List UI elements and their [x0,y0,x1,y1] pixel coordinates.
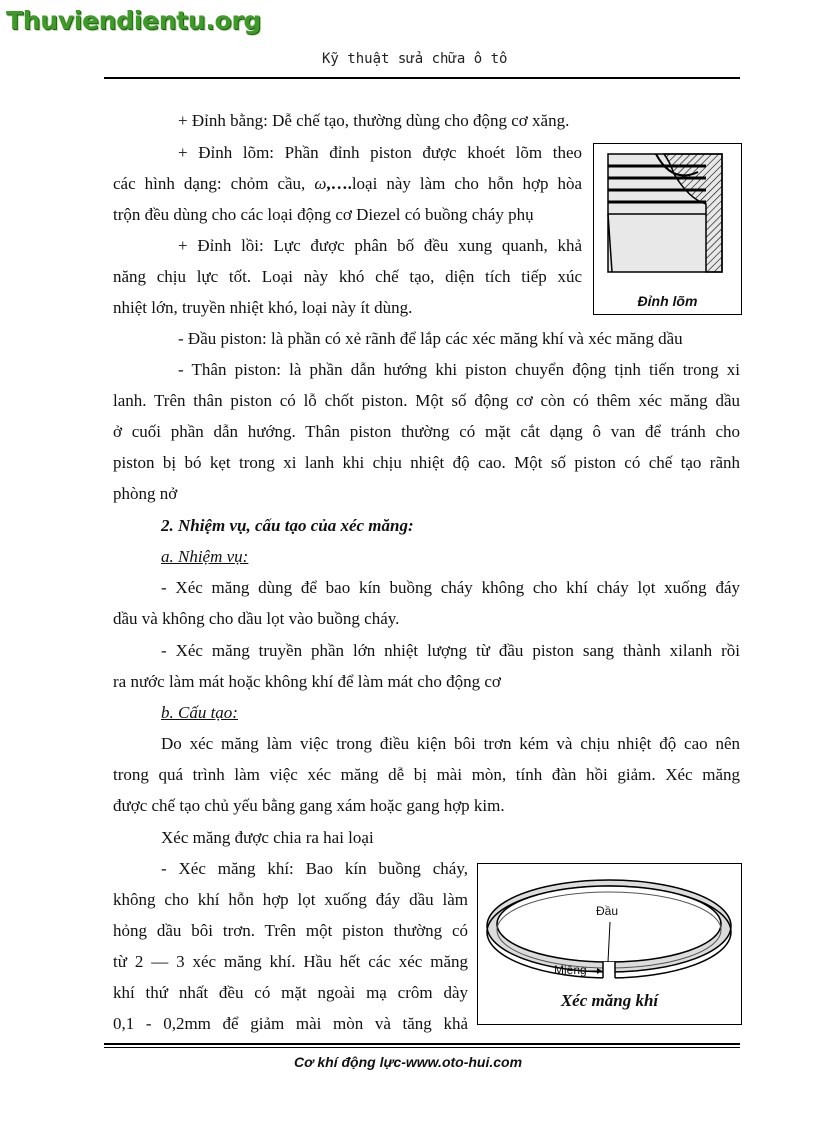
paragraph-line: trộn đều dùng cho các loại động cơ Diezel có buồng cháy phụ [113,205,534,224]
figure-caption: Xéc măng khí [560,991,659,1010]
ring-illustration [478,864,741,989]
page-footer: Cơ khí động lực-www.oto-hui.com [293,1054,523,1070]
subsection-heading: a. Nhiệm vụ: [161,547,249,566]
paragraph-line: hỏng dầu bôi trơn. Trên một piston thường có [113,921,468,940]
paragraph-line: năng chịu lực tốt. Loại này khó chế tạo, diện tích tiếp xúc [113,267,582,286]
paragraph-line: phòng nở [113,484,178,503]
paragraph-line: 0,1 - 0,2mm để giảm mài mòn và tăng khả [113,1014,468,1033]
paragraph-line: không cho khí hỗn hợp lọt xuống đáy dầu làm [113,890,468,909]
site-logo: Thuviendientu.org [6,6,262,35]
paragraph-line: Do xéc măng làm việc trong điều kiện bôi trơn kém và chịu nhiệt độ cao nên [161,734,740,753]
subsection-heading: b. Cấu tạo: [161,703,238,722]
header-rule [104,77,740,79]
paragraph-line: ra nước làm mát hoặc không khí để làm mát cho động cơ [113,672,501,691]
paragraph-line: nhiệt lớn, truyền nhiệt khó, loại này ít dùng. [113,298,413,317]
footer-rule [104,1043,740,1045]
ring-label-end: Đầu [596,904,619,918]
text-run: ,…. [326,174,352,193]
piston-illustration [594,144,741,294]
omega-symbol: ω [314,174,327,193]
paragraph-line: - Xéc măng truyền phần lớn nhiệt lượng từ đầu piston sang thành xilanh rồi [161,641,740,660]
paragraph-line: Xéc măng được chia ra hai loại [161,828,374,847]
paragraph-line: được chế tạo chủ yếu bằng gang xám hoặc gang hợp kim. [113,796,505,815]
text-run: các hình dạng: chỏm cầu, [113,174,306,193]
paragraph-line [113,174,582,194]
paragraph-line: + Đỉnh bằng: Dễ chế tạo, thường dùng cho động cơ xăng. [178,111,570,130]
ring-label-gap: Miệng [554,963,587,977]
paragraph-line: - Xéc măng dùng để bao kín buồng cháy không cho khí cháy lọt xuống đáy [161,578,740,597]
paragraph-line: - Xéc măng khí: Bao kín buồng cháy, [161,859,468,878]
paragraph-line: từ 2 — 3 xéc măng khí. Hầu hết các xéc măng [113,952,468,971]
paragraph-line: dầu và không cho dầu lọt vào buồng cháy. [113,609,400,628]
paragraph-line: piston bị bó kẹt trong xi lanh khi chịu nhiệt độ cao. Một số piston có chế tạo rãnh [113,453,740,472]
paragraph-line: - Đầu piston: là phần có xẻ rãnh để lắp các xéc măng khí và xéc măng dầu [178,329,683,348]
figure-compression-ring [477,863,742,1025]
text-run: loại này làm cho hỗn hợp hòa [351,174,583,193]
figure-piston-concave [593,143,742,315]
paragraph-line: + Đỉnh lõm: Phần đỉnh piston được khoét lõm theo [178,143,582,162]
paragraph-line: khí thứ nhất đều có mặt ngoài mạ crôm dày [113,983,468,1002]
paragraph-line: + Đỉnh lồi: Lực được phân bố đều xung quanh, khả [178,236,582,255]
paragraph-line: ở cuối phần dẫn hướng. Thân piston thường có mặt cắt dạng ô van để tránh cho [113,422,740,441]
paragraph-line: - Thân piston: là phần dẫn hướng khi piston chuyển động tịnh tiến trong xi [178,360,740,379]
figure-caption: Đỉnh lõm [637,293,698,309]
section-heading: 2. Nhiệm vụ, cấu tạo của xéc măng: [161,516,414,535]
paragraph-line: trong quá trình làm việc xéc măng dễ bị mài mòn, tính đàn hồi giảm. Xéc măng [113,765,740,784]
running-header: Kỹ thuật sửa chữa ô tô [322,51,508,67]
footer-rule-thin [104,1047,740,1048]
paragraph-line: lanh. Trên thân piston có lỗ chốt piston. Một số động cơ còn có thêm xéc măng dầu [113,391,740,410]
